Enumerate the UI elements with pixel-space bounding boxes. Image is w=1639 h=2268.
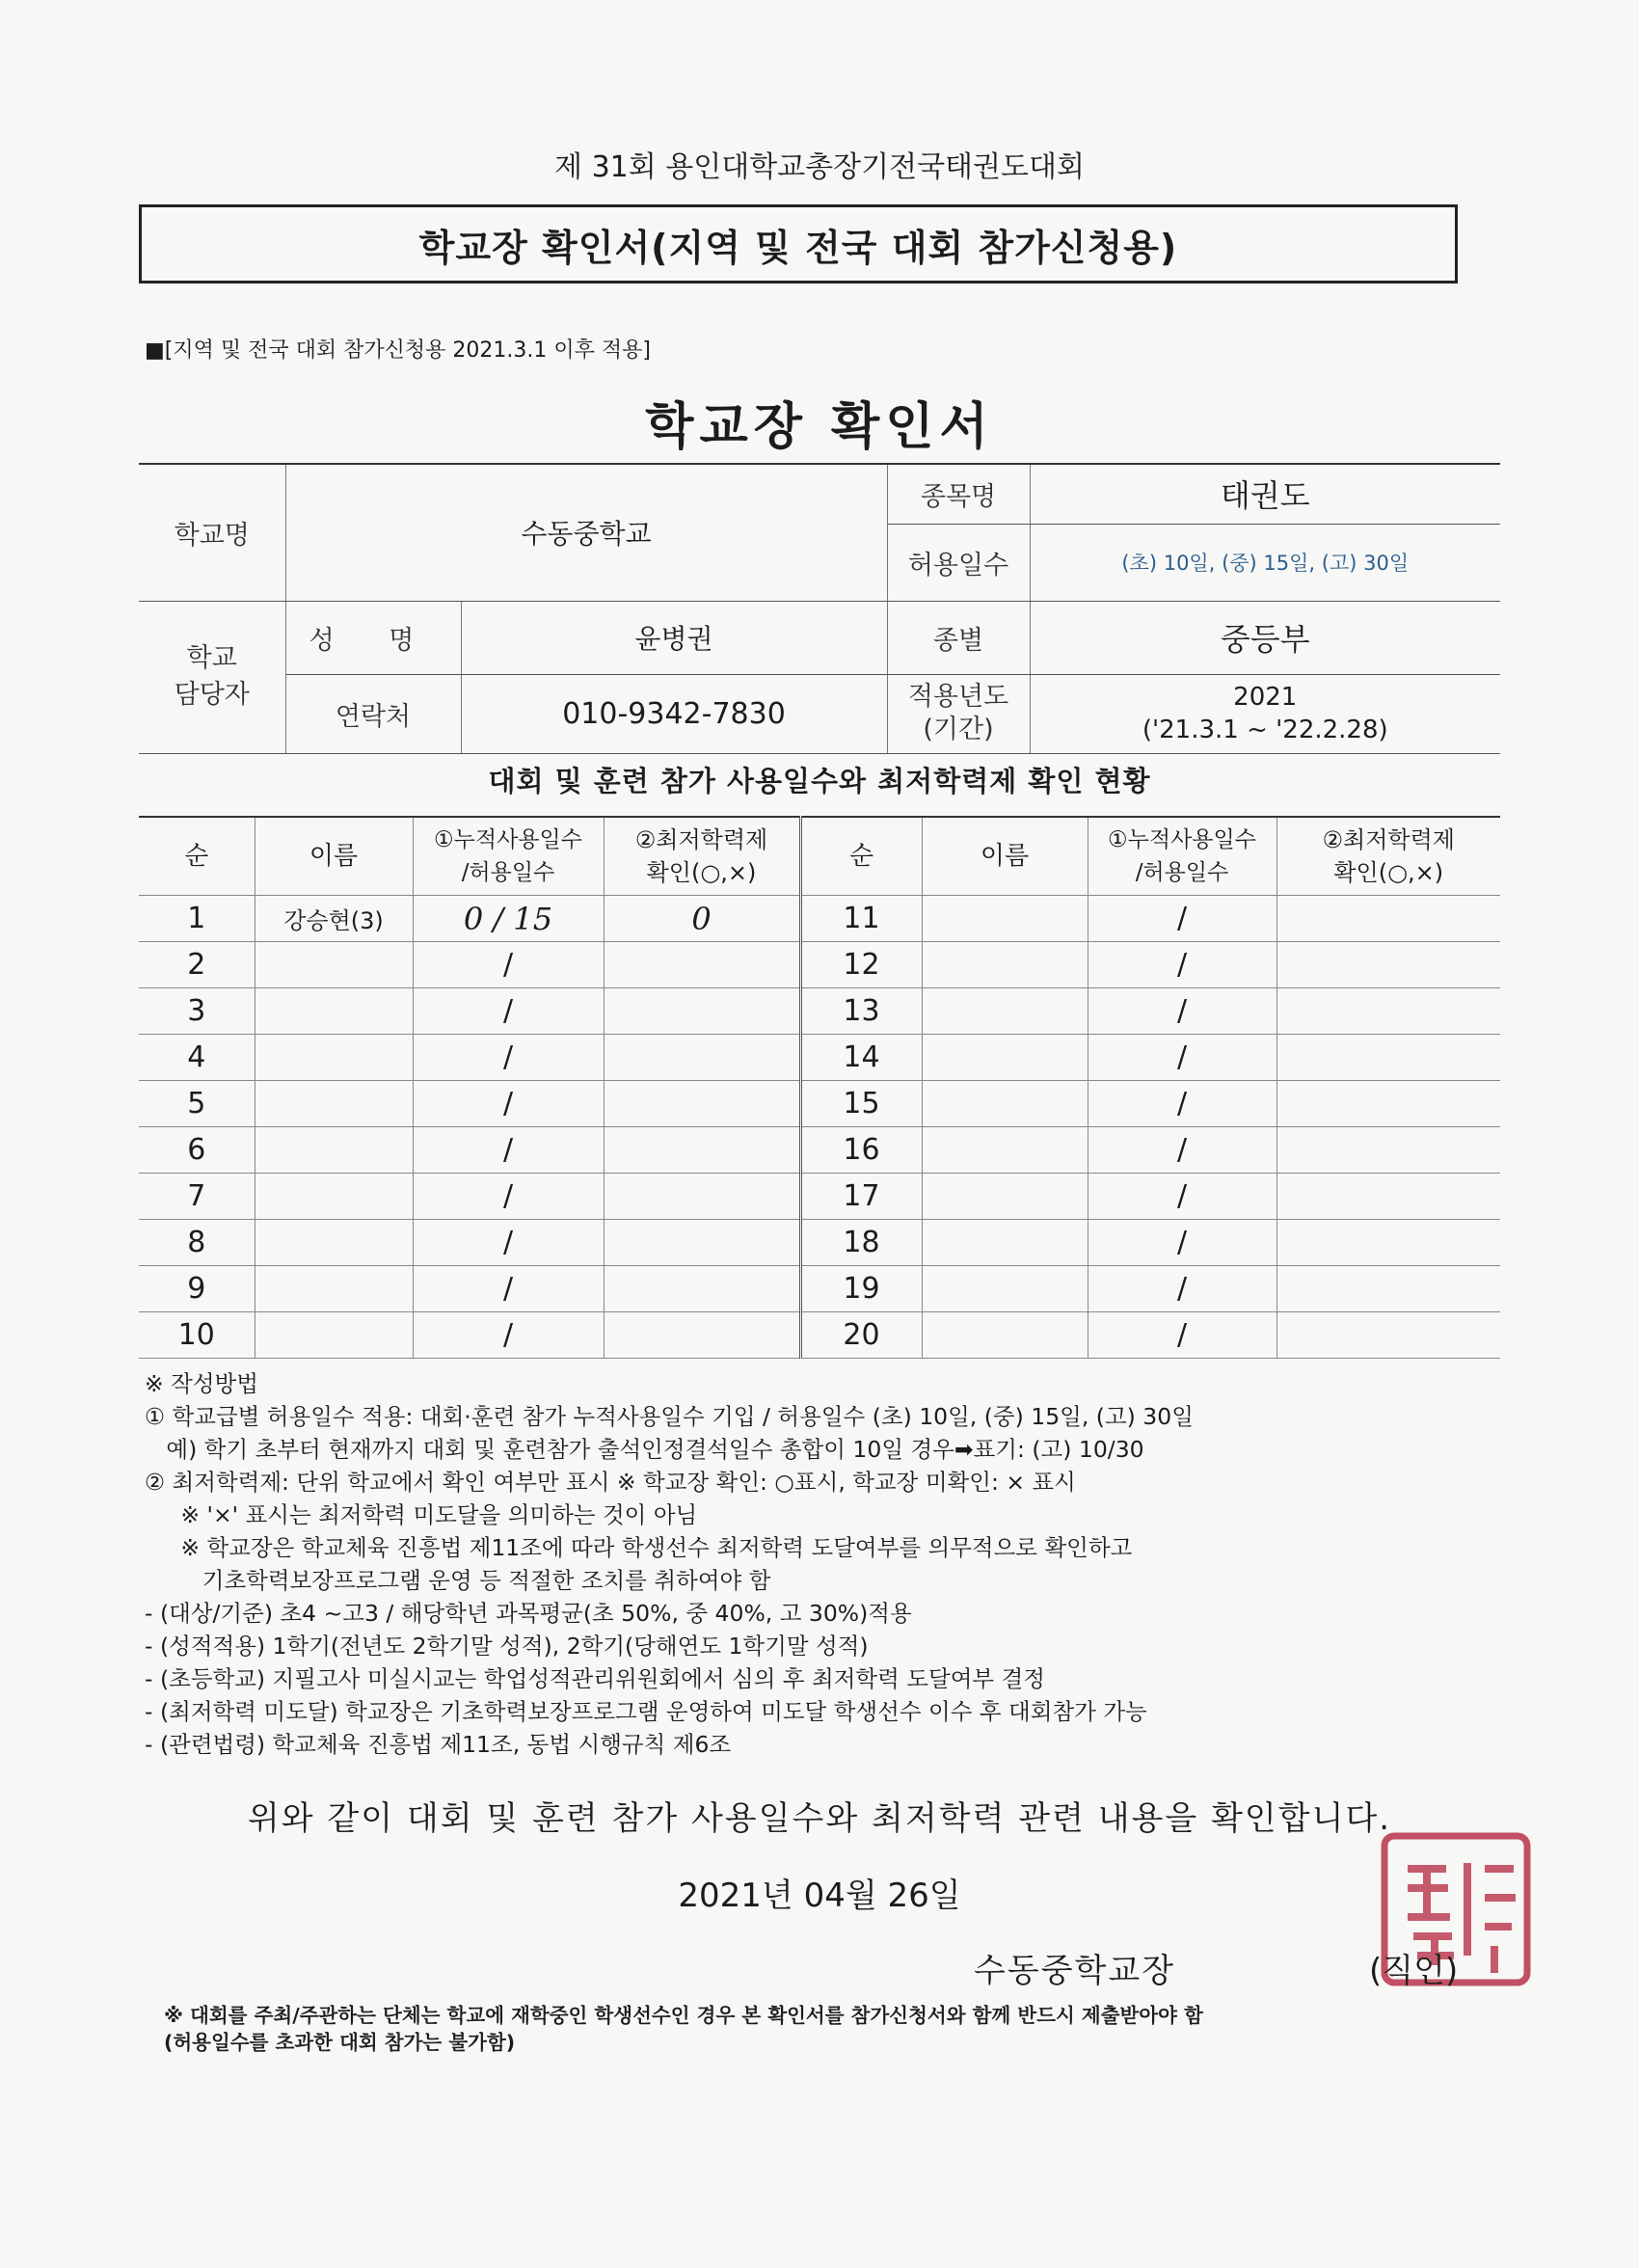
cell-check (604, 942, 800, 988)
cell-check (604, 1312, 800, 1359)
cell-days: / (413, 988, 604, 1035)
instruction-line: ※ 학교장은 학교체육 진흥법 제11조에 따라 학생선수 최저학력 도달여부를 의무적으로 확인하고 (145, 1534, 1133, 1561)
cell-name (255, 988, 413, 1035)
cell-name (255, 1174, 413, 1220)
col-check-right: ②최저학력제 확인(○,×) (1276, 817, 1500, 896)
contact-person-label: 학교 담당자 (139, 601, 285, 753)
cell-name (255, 1220, 413, 1266)
cell-days: / (1088, 1220, 1276, 1266)
principal-name: 수동중학교장 (974, 1952, 1176, 1990)
col-name-right: 이름 (922, 817, 1088, 896)
cell-name: 강승현(3) (255, 896, 413, 942)
cell-name (255, 1127, 413, 1174)
cell-days: / (1088, 1174, 1276, 1220)
cell-days: / (1088, 1312, 1276, 1359)
cell-name (255, 1266, 413, 1312)
cell-seq: 7 (139, 1174, 255, 1220)
cell-check (1276, 1312, 1500, 1359)
cell-days: 0 / 15 (413, 896, 604, 942)
instruction-line: ※ 작성방법 (145, 1370, 258, 1397)
cell-seq: 19 (800, 1266, 922, 1312)
phone-value: 010-9342-7830 (461, 674, 887, 753)
cell-check (604, 988, 800, 1035)
cell-check: 0 (604, 896, 800, 942)
division-value: 중등부 (1030, 601, 1500, 674)
cell-check (1276, 1035, 1500, 1081)
cell-check (604, 1081, 800, 1127)
allowed-days-label: 허용일수 (887, 524, 1030, 601)
cell-seq: 17 (800, 1174, 922, 1220)
cell-days: / (413, 1266, 604, 1312)
cell-seq: 20 (800, 1312, 922, 1359)
col-days-right: ①누적사용일수 /허용일수 (1088, 817, 1276, 896)
cell-check (604, 1127, 800, 1174)
cell-seq: 11 (800, 896, 922, 942)
col-seq-left: 순 (139, 817, 255, 896)
cell-seq: 2 (139, 942, 255, 988)
cell-days: / (413, 1220, 604, 1266)
seal-label: (직인) (1369, 1952, 1459, 1990)
event-title: 제 31회 용인대학교총장기전국태권도대회 (554, 150, 1085, 184)
col-check-left: ②최저학력제 확인(○,×) (604, 817, 800, 896)
cell-check (1276, 1266, 1500, 1312)
cell-seq: 16 (800, 1127, 922, 1174)
cell-seq: 10 (139, 1312, 255, 1359)
footer-note (164, 2002, 1203, 2056)
cell-seq: 18 (800, 1220, 922, 1266)
cell-check (1276, 896, 1500, 942)
table-row (139, 988, 1500, 1035)
confirmation-date: 2021년 04월 26일 (678, 1876, 961, 1915)
cell-seq: 15 (800, 1081, 922, 1127)
cell-name (922, 896, 1088, 942)
year-value: 2021 ('21.3.1 ~ '22.2.28) (1030, 674, 1500, 753)
cell-days: / (413, 1035, 604, 1081)
cell-check (604, 1220, 800, 1266)
cell-seq: 14 (800, 1035, 922, 1081)
instruction-line: - (대상/기준) 초4 ~고3 / 해당학년 과목평균(초 50%, 중 40%, 고 30%)적용 (145, 1600, 912, 1627)
school-name-value: 수동중학교 (285, 464, 887, 601)
sport-label: 종목명 (887, 464, 1030, 524)
table-row (139, 1127, 1500, 1174)
table-row (139, 896, 1500, 942)
cell-seq: 3 (139, 988, 255, 1035)
cell-days: / (1088, 1035, 1276, 1081)
table-row (139, 1266, 1500, 1312)
cell-days: / (1088, 1081, 1276, 1127)
instructions (145, 1367, 1514, 1761)
table-row (139, 1035, 1500, 1081)
instruction-line: - (관련법령) 학교체육 진흥법 제11조, 동법 시행규칙 제6조 (145, 1731, 732, 1758)
scope-note: ■[지역 및 전국 대회 참가신청용 2021.3.1 이후 적용] (145, 338, 651, 363)
table-row (139, 942, 1500, 988)
table-row (139, 1081, 1500, 1127)
cell-seq: 12 (800, 942, 922, 988)
cell-check (604, 1174, 800, 1220)
footer-line: (허용일수를 초과한 대회 참가는 불가함) (164, 2031, 516, 2054)
cell-days: / (1088, 1127, 1276, 1174)
name-label: 성 명 (285, 601, 461, 674)
cell-days: / (1088, 896, 1276, 942)
cell-name (255, 1081, 413, 1127)
cell-check (604, 1266, 800, 1312)
info-table (139, 463, 1500, 754)
cell-seq: 13 (800, 988, 922, 1035)
cell-days: / (413, 1174, 604, 1220)
table-row (139, 1312, 1500, 1359)
cell-days: / (1088, 988, 1276, 1035)
cell-days: / (413, 1081, 604, 1127)
col-name-left: 이름 (255, 817, 413, 896)
year-label: 적용년도 (기간) (887, 674, 1030, 753)
cell-check (1276, 942, 1500, 988)
col-days-left: ①누적사용일수 /허용일수 (413, 817, 604, 896)
instruction-line: - (성적적용) 1학기(전년도 2학기말 성적), 2학기(당해연도 1학기말 성적) (145, 1633, 869, 1660)
cell-check (1276, 1220, 1500, 1266)
cell-name (922, 1174, 1088, 1220)
cell-check (604, 1035, 800, 1081)
cell-name (255, 1312, 413, 1359)
cell-days: / (413, 1127, 604, 1174)
cell-check (1276, 1127, 1500, 1174)
cell-name (922, 1220, 1088, 1266)
cell-seq: 8 (139, 1220, 255, 1266)
instruction-line: - (초등학교) 지필고사 미실시교는 학업성적관리위원회에서 심의 후 최저학력 도달여부 결정 (145, 1665, 1045, 1692)
boxed-title: 학교장 확인서(지역 및 전국 대회 참가신청용) (139, 204, 1458, 284)
allowed-days-value: (초) 10일, (중) 15일, (고) 30일 (1030, 524, 1500, 601)
cell-name (922, 1266, 1088, 1312)
cell-seq: 5 (139, 1081, 255, 1127)
cell-check (1276, 1081, 1500, 1127)
instruction-line: - (최저학력 미도달) 학교장은 기초학력보장프로그램 운영하여 미도달 학생선수 이수 후 대회참가 가능 (145, 1698, 1147, 1725)
cell-name (922, 1035, 1088, 1081)
roster-table (139, 816, 1500, 1359)
footer-line: ※ 대회를 주최/주관하는 단체는 학교에 재학중인 학생선수인 경우 본 확인서를 참가신청서와 함께 반드시 제출받아야 함 (164, 2004, 1203, 2027)
division-label: 종별 (887, 601, 1030, 674)
table-row (139, 1220, 1500, 1266)
cell-name (922, 1127, 1088, 1174)
cell-days: / (413, 1312, 604, 1359)
confirmation-statement: 위와 같이 대회 및 훈련 참가 사용일수와 최저학력 관련 내용을 확인합니다. (247, 1799, 1392, 1838)
cell-seq: 4 (139, 1035, 255, 1081)
cell-check (1276, 1174, 1500, 1220)
school-name-label: 학교명 (139, 464, 285, 601)
cell-name (922, 942, 1088, 988)
instruction-line: ② 최저학력제: 단위 학교에서 확인 여부만 표시 ※ 학교장 확인: ○표시, 학교장 미확인: × 표시 (145, 1469, 1076, 1496)
status-title: 대회 및 훈련 참가 사용일수와 최저학력제 확인 현황 (488, 765, 1151, 797)
cell-name (255, 1035, 413, 1081)
cell-seq: 6 (139, 1127, 255, 1174)
cell-days: / (1088, 942, 1276, 988)
table-row (139, 1174, 1500, 1220)
cell-days: / (1088, 1266, 1276, 1312)
phone-label: 연락처 (285, 674, 461, 753)
cell-days: / (413, 942, 604, 988)
col-seq-right: 순 (800, 817, 922, 896)
form-title: 학교장 확인서 (645, 398, 994, 456)
cell-check (1276, 988, 1500, 1035)
sport-value: 태권도 (1030, 464, 1500, 524)
instruction-line: ※ '×' 표시는 최저학력 미도달을 의미하는 것이 아님 (145, 1501, 698, 1528)
instruction-line: 기초학력보장프로그램 운영 등 적절한 조치를 취하여야 함 (145, 1567, 771, 1594)
name-value: 윤병권 (461, 601, 887, 674)
cell-name (922, 988, 1088, 1035)
instruction-line: 예) 학기 초부터 현재까지 대회 및 훈련참가 출석인정결석일수 총합이 10일 경우➡표기: (고) 10/30 (145, 1436, 1144, 1463)
instruction-line: ① 학교급별 허용일수 적용: 대회·훈련 참가 누적사용일수 기입 / 허용일수 (초) 10일, (중) 15일, (고) 30일 (145, 1403, 1194, 1430)
cell-name (255, 942, 413, 988)
cell-seq: 9 (139, 1266, 255, 1312)
cell-name (922, 1081, 1088, 1127)
cell-seq: 1 (139, 896, 255, 942)
cell-name (922, 1312, 1088, 1359)
